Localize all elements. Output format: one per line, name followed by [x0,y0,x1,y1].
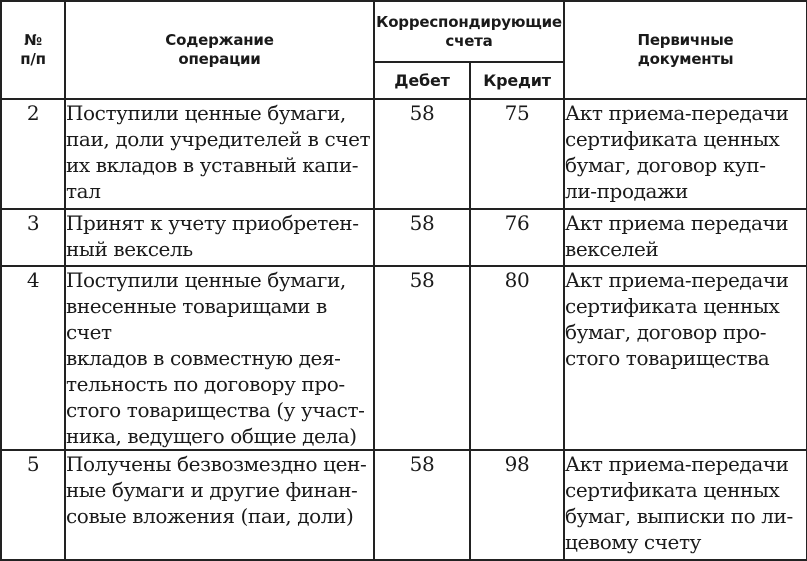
row-credit: 76 [470,209,564,266]
row-docs: Акт приема-передачи сертификата ценных бумаг, договор про- стого товарищества [564,266,807,450]
row-num: 4 [1,266,65,450]
header-num: № п/п [1,1,65,99]
row-docs: Акт приема передачи векселей [564,209,807,266]
row-credit: 80 [470,266,564,450]
row-num: 5 [1,450,65,560]
row-debit: 58 [374,266,470,450]
header-content: Содержание операции [65,1,374,99]
table-row [1,450,807,560]
row-docs: Акт приема-передачи сертификата ценных бумаг, выписки по ли- цевому счету [564,450,807,560]
header-docs: Первичные документы [564,1,807,99]
header-accounts: Корреспондирующие счета [374,1,564,62]
row-content: Получены безвозмездно цен- ные бумаги и другие финан- совые вложения (паи, доли) [65,450,374,560]
row-content: Поступили ценные бумаги, внесенные товарищами в счет вкладов в совместную дея- тельность по договору про- стого товарищества (у участ- ника, ведущего общие дела) [65,266,374,450]
row-content: Принят к учету приобретен- ный вексель [65,209,374,266]
row-debit: 58 [374,450,470,560]
row-debit: 58 [374,99,470,209]
table-row [1,99,807,209]
header-credit: Кредит [470,62,564,99]
row-credit: 98 [470,450,564,560]
row-docs: Акт приема-передачи сертификата ценных бумаг, договор куп- ли-продажи [564,99,807,209]
row-content: Поступили ценные бумаги, паи, доли учредителей в счет их вкладов в уставный капи- тал [65,99,374,209]
table-row [1,209,807,266]
row-credit: 75 [470,99,564,209]
row-num: 2 [1,99,65,209]
row-debit: 58 [374,209,470,266]
header-debit: Дебет [374,62,470,99]
row-num: 3 [1,209,65,266]
table-row [1,266,807,450]
